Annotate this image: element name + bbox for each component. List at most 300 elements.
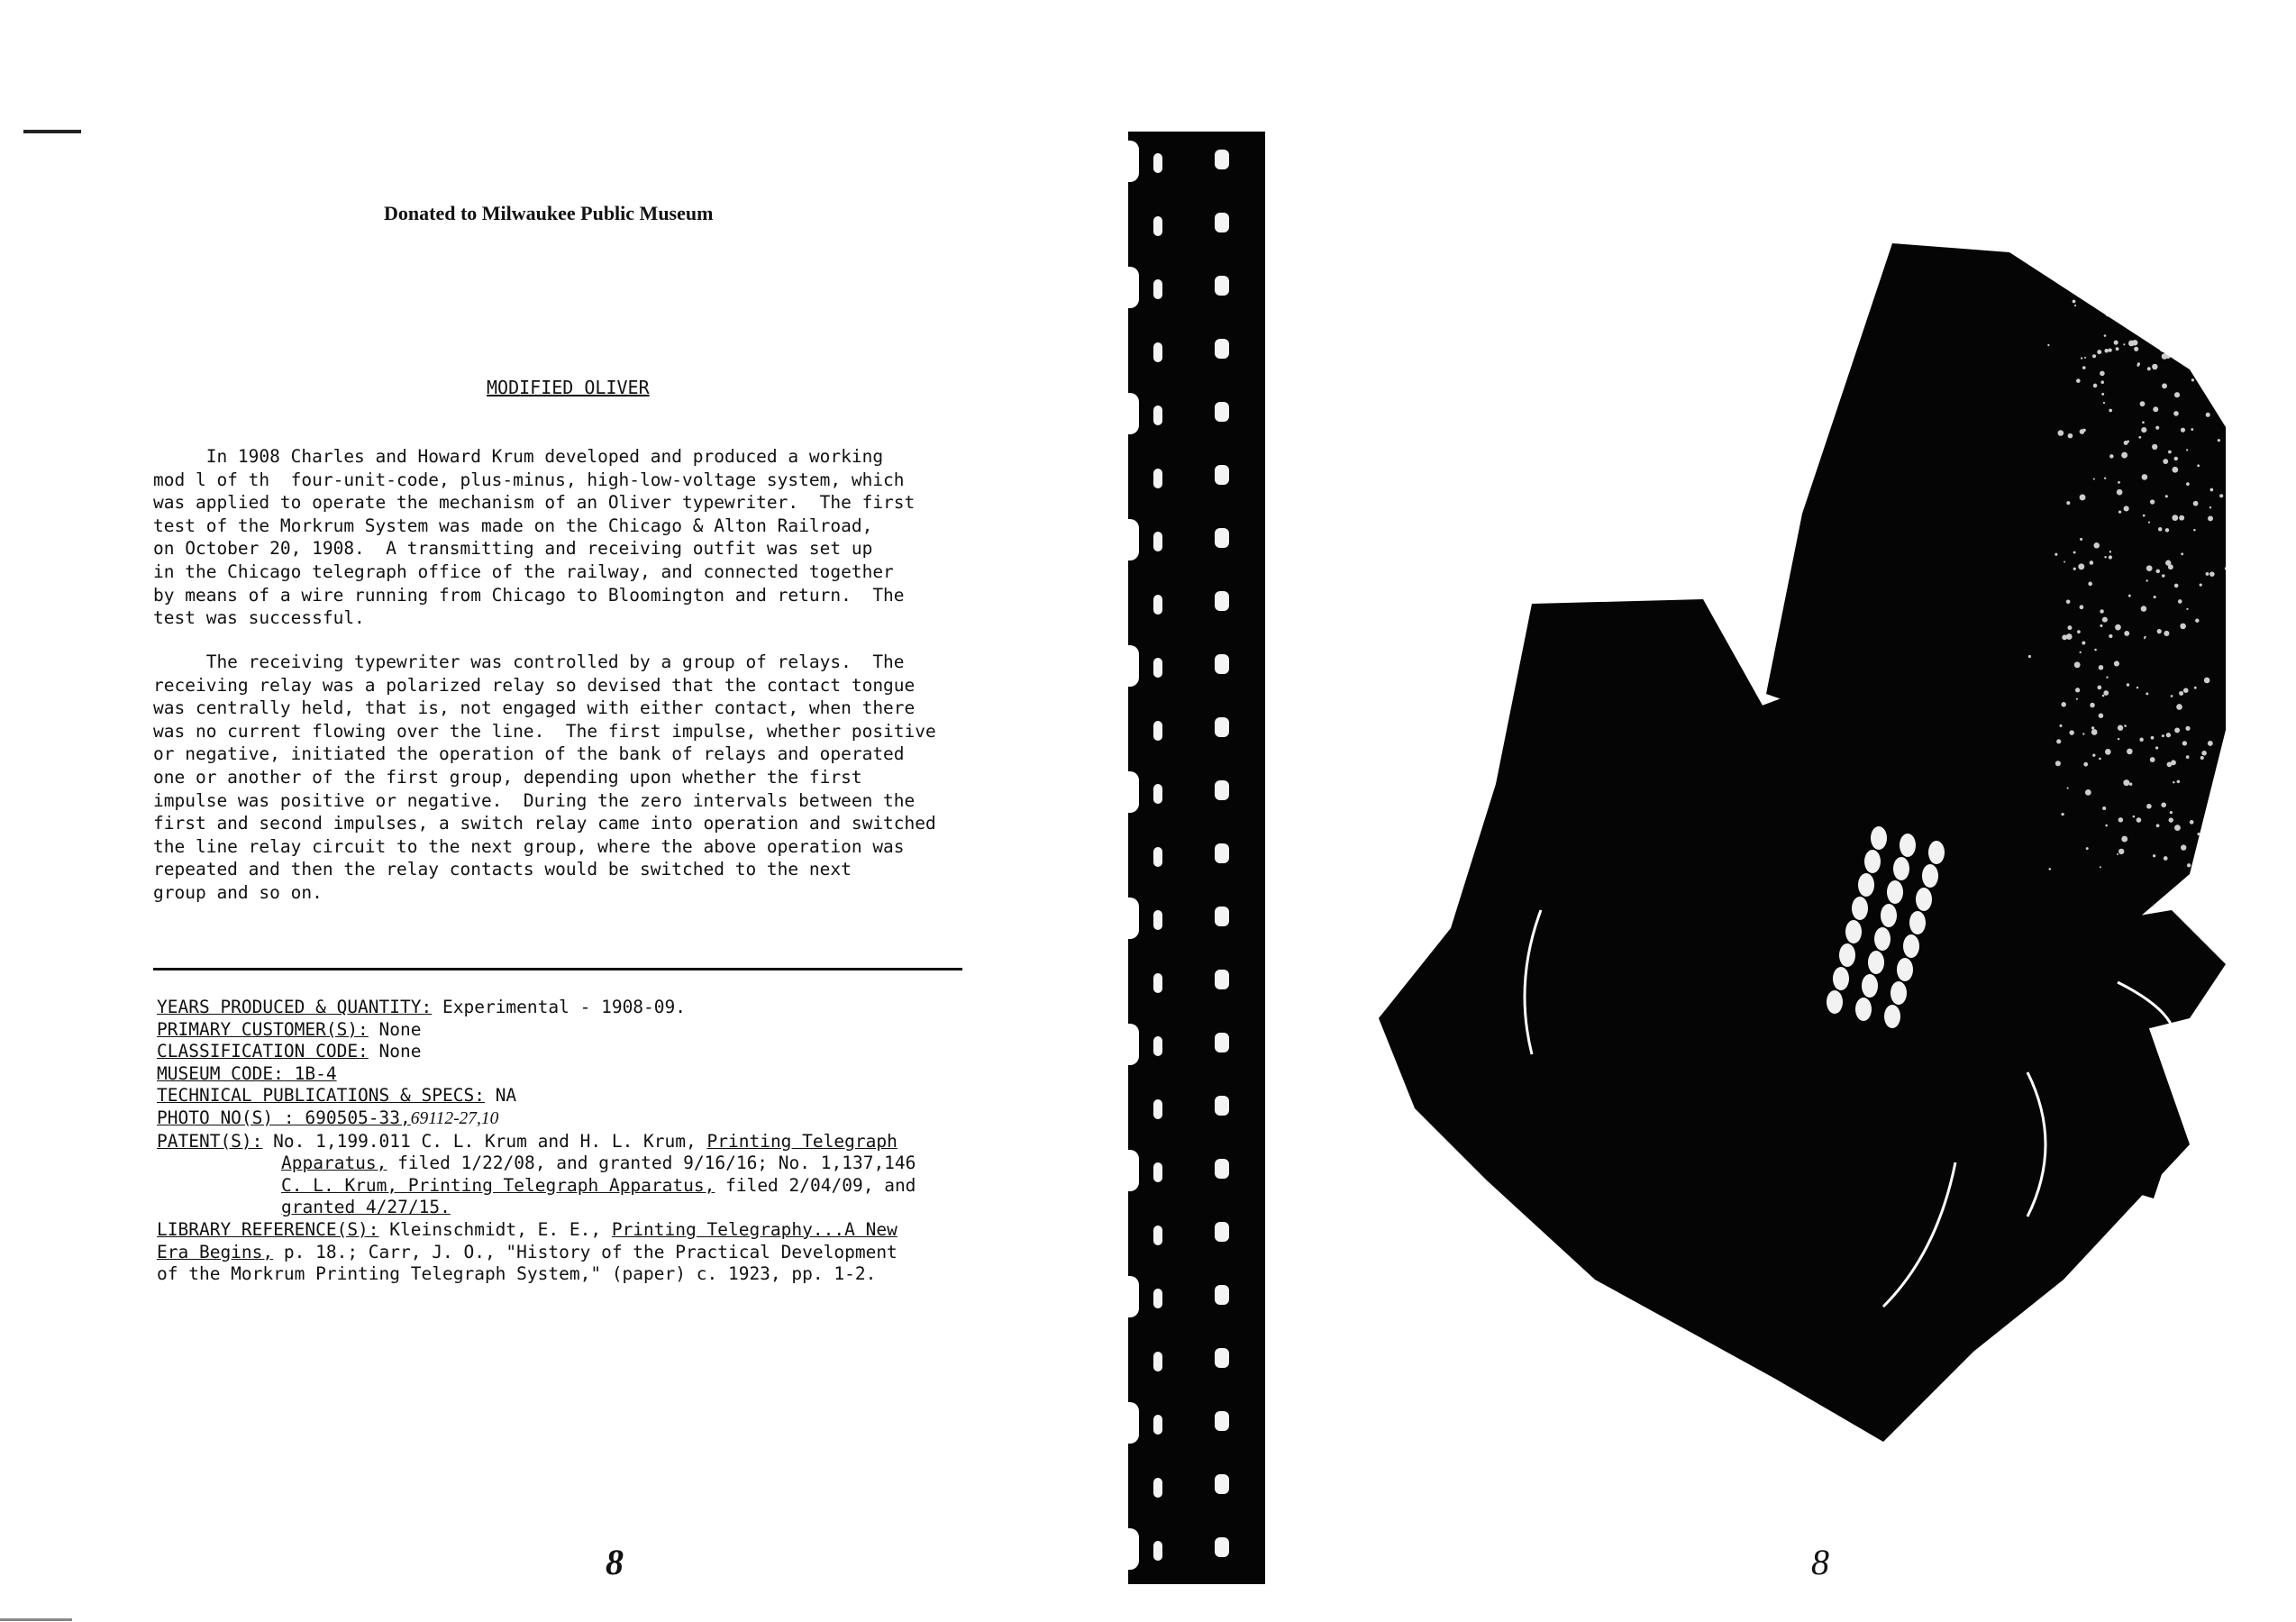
wiring-speck [2183, 688, 2189, 693]
wiring-speck [2104, 349, 2108, 352]
paragraph-history: In 1908 Charles and Howard Krum developed and produced a working mod l of th four-unit-code, plus-minus, high-low-voltage system, which was applied to operate the mechanism of an Oliver typewriter. The first test of the Morkrum System was made on the Chicago & Alton Railroad, on October 20, 1908. A transmitting and receiving outfit was set up in the Chicago telegraph office of the railway, and connected together by means of a wire running from Chicago to Bloomington and return. The test was successful. [153, 446, 916, 629]
wiring-speck [2080, 495, 2086, 501]
wiring-speck [2210, 488, 2214, 492]
sprocket-hole [1215, 1159, 1229, 1179]
wiring-speck [2157, 629, 2162, 633]
wiring-speck [2068, 433, 2073, 439]
wiring-speck [2206, 413, 2210, 417]
wiring-speck [2109, 348, 2112, 351]
wiring-speck [2217, 391, 2219, 393]
key-cap [1881, 904, 1897, 927]
wiring-speck [2185, 726, 2190, 731]
film-edge-notch [1119, 645, 1139, 687]
wiring-speck [2171, 695, 2173, 697]
wiring-speck [2123, 343, 2125, 345]
photo-numbers-handwritten: 69112-27,10 [410, 1108, 499, 1128]
key-cap [1862, 974, 1878, 998]
key-cap [1887, 880, 1903, 904]
wiring-speck [2146, 565, 2153, 571]
wiring-speck [2150, 757, 2155, 762]
patents-row-2 [157, 1153, 968, 1175]
wiring-speck [2100, 380, 2104, 384]
film-edge-notch [1119, 1024, 1139, 1065]
wiring-speck [2106, 676, 2108, 678]
wiring-speck [2103, 690, 2109, 696]
wiring-speck [2144, 636, 2146, 638]
wiring-speck [2115, 624, 2121, 631]
sprocket-hole [1153, 1099, 1162, 1119]
wiring-speck [2146, 804, 2152, 809]
sprocket-hole [1153, 1226, 1162, 1245]
patents-row-3 [157, 1175, 968, 1198]
sprocket-hole [1153, 1289, 1162, 1308]
film-edge-notch [1119, 1276, 1139, 1317]
wiring-speck [2151, 736, 2155, 740]
sprocket-hole [1153, 1352, 1162, 1371]
sprocket-hole [1215, 150, 1229, 169]
library-reference-label: LIBRARY REFERENCE(S): [157, 1218, 379, 1240]
key-cap [1893, 857, 1909, 880]
sprocket-hole [1215, 717, 1229, 737]
key-cap [1874, 927, 1891, 951]
wiring-speck [2082, 642, 2085, 645]
sprocket-hole [1215, 402, 1229, 422]
sprocket-hole [1153, 406, 1162, 425]
wiring-speck [2064, 560, 2065, 562]
wiring-speck [2164, 631, 2169, 636]
sprocket-hole [1153, 1036, 1162, 1056]
section-divider [153, 968, 962, 970]
wiring-speck [2080, 652, 2082, 653]
wiring-speck [2173, 351, 2178, 357]
years-produced-label: YEARS PRODUCED & QUANTITY: [157, 997, 433, 1017]
key-cap [1845, 920, 1862, 943]
wiring-speck [2097, 686, 2101, 690]
wiring-speck [2219, 494, 2223, 497]
wiring-speck [2134, 347, 2138, 351]
wiring-speck [2202, 345, 2205, 348]
wiring-speck [2170, 811, 2173, 814]
wiring-speck [2088, 582, 2092, 587]
wiring-speck [2219, 770, 2222, 774]
wiring-speck [2091, 729, 2098, 735]
wiring-speck [2099, 758, 2101, 761]
sprocket-hole [1153, 847, 1162, 867]
wiring-speck [2190, 820, 2194, 825]
wiring-speck [2133, 816, 2136, 818]
sprocket-hole [1215, 1537, 1229, 1557]
key-cap [1858, 873, 1874, 897]
wiring-speck [2179, 691, 2183, 696]
wiring-speck [2104, 556, 2106, 558]
wiring-speck [2058, 430, 2064, 436]
wiring-speck [2090, 703, 2094, 707]
wiring-speck [2209, 506, 2211, 508]
sprocket-hole [1215, 276, 1229, 296]
wiring-speck [2214, 839, 2217, 842]
wiring-speck [2105, 749, 2111, 755]
sprocket-hole [1153, 216, 1162, 236]
wiring-speck [2200, 583, 2202, 586]
wiring-speck [2121, 836, 2127, 843]
wiring-speck [2074, 661, 2081, 668]
key-cap [1891, 981, 1907, 1005]
patents-label: PATENT(S): [157, 1130, 263, 1152]
sprocket-hole [1215, 654, 1229, 674]
wiring-speck [2128, 341, 2135, 347]
sprocket-hole [1215, 907, 1229, 926]
film-edge-notch [1119, 393, 1139, 434]
wiring-speck [2170, 346, 2173, 349]
patent-title-1-cont: Apparatus, [281, 1153, 387, 1174]
sprocket-hole [1153, 1415, 1162, 1435]
wiring-speck [2124, 631, 2129, 636]
wiring-speck [2174, 392, 2180, 397]
wiring-speck [2056, 739, 2061, 743]
wiring-speck [2084, 357, 2086, 359]
wiring-speck [2066, 501, 2070, 505]
wiring-speck [2055, 553, 2057, 556]
wiring-speck [2201, 751, 2207, 756]
wiring-speck [2116, 347, 2119, 351]
library-reference-row-3 [157, 1263, 968, 1286]
wiring-speck [2109, 634, 2112, 638]
sprocket-hole [1215, 1348, 1229, 1368]
wiring-speck [2100, 371, 2105, 377]
wiring-speck [2174, 584, 2179, 588]
film-edge-notch [1119, 141, 1139, 182]
wiring-speck [2092, 354, 2096, 358]
primary-customer-value: None [368, 1018, 422, 1040]
sprocket-hole [1215, 780, 1229, 800]
patents-row [157, 1131, 968, 1153]
patent-text-1a: No. 1,199.011 C. L. Krum and H. L. Krum, [262, 1130, 707, 1152]
wiring-speck [2130, 299, 2135, 304]
wiring-speck [2198, 351, 2201, 355]
wiring-speck [2067, 625, 2072, 630]
wiring-speck [2191, 428, 2193, 431]
wiring-speck [2069, 730, 2073, 734]
sprocket-hole [1153, 1162, 1162, 1182]
wiring-speck [2085, 789, 2091, 796]
sprocket-hole [1215, 1474, 1229, 1494]
wiring-speck [2143, 515, 2146, 517]
wiring-speck [2204, 306, 2207, 309]
wiring-speck [2114, 661, 2119, 666]
wiring-speck [2146, 579, 2147, 581]
wiring-speck [2174, 825, 2181, 831]
wiring-speck [2145, 300, 2150, 305]
wiring-speck [2148, 314, 2154, 319]
wiring-speck [2109, 555, 2112, 559]
primary-customer-row [157, 1019, 968, 1042]
wiring-speck [2142, 296, 2146, 299]
wiring-speck [2129, 783, 2132, 786]
key-cap [1903, 934, 1919, 958]
wiring-speck [2153, 406, 2158, 412]
wiring-speck [2124, 506, 2129, 511]
wiring-speck [2103, 402, 2105, 404]
wiring-speck [2217, 316, 2220, 320]
years-produced-value: Experimental - 1908-09. [432, 997, 687, 1017]
museum-code-label: MUSEUM CODE: [157, 1062, 284, 1084]
wiring-speck [2117, 489, 2123, 496]
wiring-speck [2104, 478, 2106, 479]
key-cap [1827, 990, 1843, 1014]
film-edge-notch [1119, 771, 1139, 813]
wiring-speck [2102, 806, 2106, 810]
key-cap [1868, 951, 1884, 974]
wiring-speck [2200, 756, 2204, 760]
library-text-2b: p. 18.; Carr, J. O., "History of the Practical Development [273, 1241, 897, 1262]
wiring-speck [2155, 426, 2159, 430]
wiring-speck [2124, 441, 2128, 445]
wiring-speck [2187, 335, 2191, 339]
margin-dash [23, 130, 81, 133]
wiring-speck [2074, 305, 2076, 306]
patent-text-3c: filed 2/04/09, and [715, 1174, 916, 1196]
wiring-speck [2118, 849, 2124, 854]
library-book-title: Printing Telegraphy...A New [611, 1218, 897, 1240]
patents-row-4 [157, 1197, 968, 1219]
wiring-speck [2127, 683, 2129, 686]
paragraph-receiving-typewriter: The receiving typewriter was controlled by a group of relays. The receiving relay was a polarized relay so devised that the contact tongue was centrally held, that is, not engaged with either contact, when there was no current flowing over the line. The first impulse, whether positive or negative, initiated the operation of the bank of relays and operated one or another of the first group, depending upon whether the first impulse was positive or negative. During the zero intervals between the first and second impulses, a switch relay came into operation and switched the line relay circuit to the next group, where the above operation was repeated and then the relay contacts would be switched to the next group and so on. [153, 652, 936, 903]
wiring-speck [2168, 451, 2172, 454]
wiring-speck [2142, 474, 2148, 480]
wiring-speck [2118, 738, 2119, 740]
wiring-speck [2160, 346, 2166, 352]
sprocket-hole [1153, 153, 1162, 173]
wiring-speck [2158, 527, 2163, 532]
library-text-3: of the Morkrum Printing Telegraph System," (paper) c. 1923, pp. 1-2. [157, 1263, 877, 1285]
wiring-speck [2048, 868, 2051, 870]
wiring-speck [2161, 802, 2166, 807]
wiring-speck [2187, 863, 2191, 867]
sprocket-hole [1153, 1478, 1162, 1498]
wiring-speck [2181, 428, 2185, 433]
wiring-speck [2211, 370, 2215, 374]
wiring-speck [2114, 341, 2118, 345]
wiring-speck [2109, 409, 2112, 413]
wiring-speck [2080, 538, 2082, 541]
film-edge-notch [1119, 898, 1139, 939]
photo-numbers-row [157, 1107, 968, 1131]
classification-code-row [157, 1041, 968, 1063]
wiring-speck [2178, 599, 2182, 604]
sprocket-hole [1215, 843, 1229, 863]
wiring-speck [2061, 813, 2064, 816]
sprocket-hole [1215, 1222, 1229, 1242]
wiring-speck [2208, 741, 2213, 746]
wiring-speck [2162, 574, 2165, 578]
wiring-speck [2171, 760, 2176, 765]
sprocket-hole [1153, 658, 1162, 678]
sprocket-hole [1215, 1096, 1229, 1116]
document-title: MODIFIED OLIVER [487, 377, 650, 398]
key-cap [1833, 967, 1849, 990]
patent-granted: granted 4/27/15. [281, 1197, 451, 1218]
wiring-speck [2138, 436, 2141, 439]
wiring-speck [2055, 761, 2061, 766]
wiring-speck [2073, 568, 2076, 570]
donation-header: Donated to Milwaukee Public Museum [384, 202, 714, 224]
wiring-speck [2196, 376, 2201, 381]
wiring-speck [2172, 467, 2178, 473]
wiring-speck [2128, 595, 2131, 597]
classification-code-label: CLASSIFICATION CODE: [157, 1041, 369, 1062]
photo-numbers-value: : 690505-33, [273, 1107, 411, 1128]
wiring-speck [2093, 384, 2098, 388]
bottom-edge-mark [0, 1618, 72, 1621]
wiring-speck [2073, 551, 2076, 554]
key-cap [1839, 943, 1855, 967]
wiring-speck [2059, 724, 2062, 727]
key-cap [1871, 826, 1887, 850]
wiring-speck [2100, 624, 2102, 627]
primary-customer-label: PRIMARY CUSTOMER(S): [157, 1018, 369, 1040]
wiring-speck [2176, 704, 2182, 710]
wiring-speck [2168, 564, 2173, 570]
sprocket-hole [1215, 1411, 1229, 1431]
key-cap [1928, 841, 1945, 864]
library-book-title-cont: Era Begins, [157, 1241, 274, 1262]
wiring-speck [2169, 817, 2173, 822]
wiring-speck [2186, 449, 2188, 451]
wiring-speck [2182, 741, 2187, 745]
wiring-speck [2165, 528, 2170, 533]
key-cap [1909, 911, 1926, 934]
wiring-speck [2109, 454, 2113, 458]
wiring-speck [2028, 655, 2031, 658]
wiring-speck [2163, 459, 2168, 464]
technical-publications-label: TECHNICAL PUBLICATIONS & SPECS: [157, 1085, 485, 1107]
sprocket-hole [1153, 532, 1162, 551]
wiring-speck [2099, 665, 2104, 670]
sprocket-hole [1153, 469, 1162, 488]
wiring-speck [2127, 749, 2133, 755]
wiring-speck [2090, 560, 2094, 565]
wiring-speck [2076, 378, 2081, 383]
sprocket-hole [1215, 1285, 1229, 1305]
modified-oliver-photo [1379, 243, 2226, 1487]
wiring-speck [2199, 346, 2201, 349]
wiring-speck [2077, 630, 2081, 633]
patent-text-2b: filed 1/22/08, and granted 9/16/16; No. 1,137,146 [387, 1153, 916, 1174]
wiring-speck [2105, 825, 2108, 827]
wiring-speck [2189, 311, 2193, 315]
wiring-speck [2139, 738, 2143, 742]
wiring-speck [2204, 371, 2209, 377]
wiring-speck [2137, 817, 2142, 823]
wiring-speck [2164, 856, 2168, 861]
wiring-speck [2076, 698, 2078, 700]
wiring-speck [2195, 618, 2199, 622]
wiring-speck [2186, 608, 2188, 610]
wiring-speck [2121, 452, 2127, 459]
film-edge-notch [1119, 519, 1139, 560]
wiring-speck [2140, 401, 2146, 406]
technical-publications-row [157, 1085, 968, 1107]
photo-numbers-label: PHOTO NO(S) [157, 1107, 274, 1128]
wiring-speck [2209, 571, 2215, 577]
wiring-speck [2118, 725, 2123, 731]
key-cap [1916, 888, 1932, 911]
wiring-speck [2180, 624, 2186, 630]
wiring-speck [2141, 427, 2146, 433]
wiring-speck [2148, 330, 2154, 335]
museum-code-row [157, 1063, 968, 1086]
wiring-speck [2091, 726, 2094, 729]
wiring-speck [2101, 393, 2104, 396]
wiring-speck [2100, 866, 2101, 868]
wiring-speck [2080, 429, 2085, 434]
wiring-speck [2206, 572, 2209, 576]
wiring-speck [2147, 367, 2151, 370]
wiring-speck [2106, 312, 2110, 316]
page-number-right: 8 [1811, 1542, 1829, 1582]
wiring-speck [2173, 781, 2174, 783]
film-strip [1128, 132, 1265, 1584]
key-cap [1855, 998, 1872, 1021]
sprocket-hole [1153, 279, 1162, 299]
wiring-speck [2181, 844, 2186, 850]
film-edge-notch [1119, 267, 1139, 308]
wiring-speck [2129, 305, 2135, 310]
technical-publications-value: NA [484, 1085, 517, 1107]
wiring-speck [2081, 357, 2082, 359]
classification-code-value: None [368, 1041, 422, 1062]
wiring-speck [2137, 364, 2139, 367]
sprocket-hole [1153, 910, 1162, 930]
wiring-speck [2137, 687, 2138, 688]
wiring-speck [2082, 366, 2086, 369]
wiring-speck [2117, 853, 2118, 855]
wiring-speck [2186, 482, 2190, 486]
wiring-speck [2097, 350, 2101, 354]
museum-code-value: 1B-4 [283, 1062, 337, 1084]
wiring-speck [2191, 378, 2194, 381]
sprocket-hole [1215, 213, 1229, 232]
wiring-speck [2154, 596, 2156, 598]
wiring-speck [2218, 439, 2220, 442]
wiring-speck [2118, 510, 2121, 513]
wiring-speck [2146, 692, 2148, 695]
sprocket-hole [1215, 591, 1229, 611]
wiring-speck [2174, 457, 2178, 460]
wiring-speck [2118, 817, 2123, 822]
wiring-speck [2177, 780, 2180, 783]
key-cap [1884, 1005, 1900, 1028]
wiring-speck [2162, 383, 2167, 388]
wiring-speck [2156, 824, 2160, 827]
film-edge-notch [1119, 1402, 1139, 1444]
key-cap [1900, 834, 1916, 857]
wiring-speck [2181, 552, 2183, 555]
wiring-speck [2092, 753, 2095, 756]
film-edge-notch [1119, 1150, 1139, 1191]
years-produced-row [157, 997, 968, 1019]
wiring-speck [2109, 551, 2111, 552]
wiring-speck [2142, 421, 2145, 424]
wiring-speck [2193, 501, 2199, 506]
wiring-speck [2165, 495, 2168, 497]
metadata-block [157, 997, 968, 1286]
wiring-speck [2193, 529, 2196, 532]
library-reference-row [157, 1219, 968, 1242]
key-cap [1922, 864, 1938, 888]
wiring-speck [2164, 329, 2169, 334]
sprocket-hole [1153, 973, 1162, 993]
